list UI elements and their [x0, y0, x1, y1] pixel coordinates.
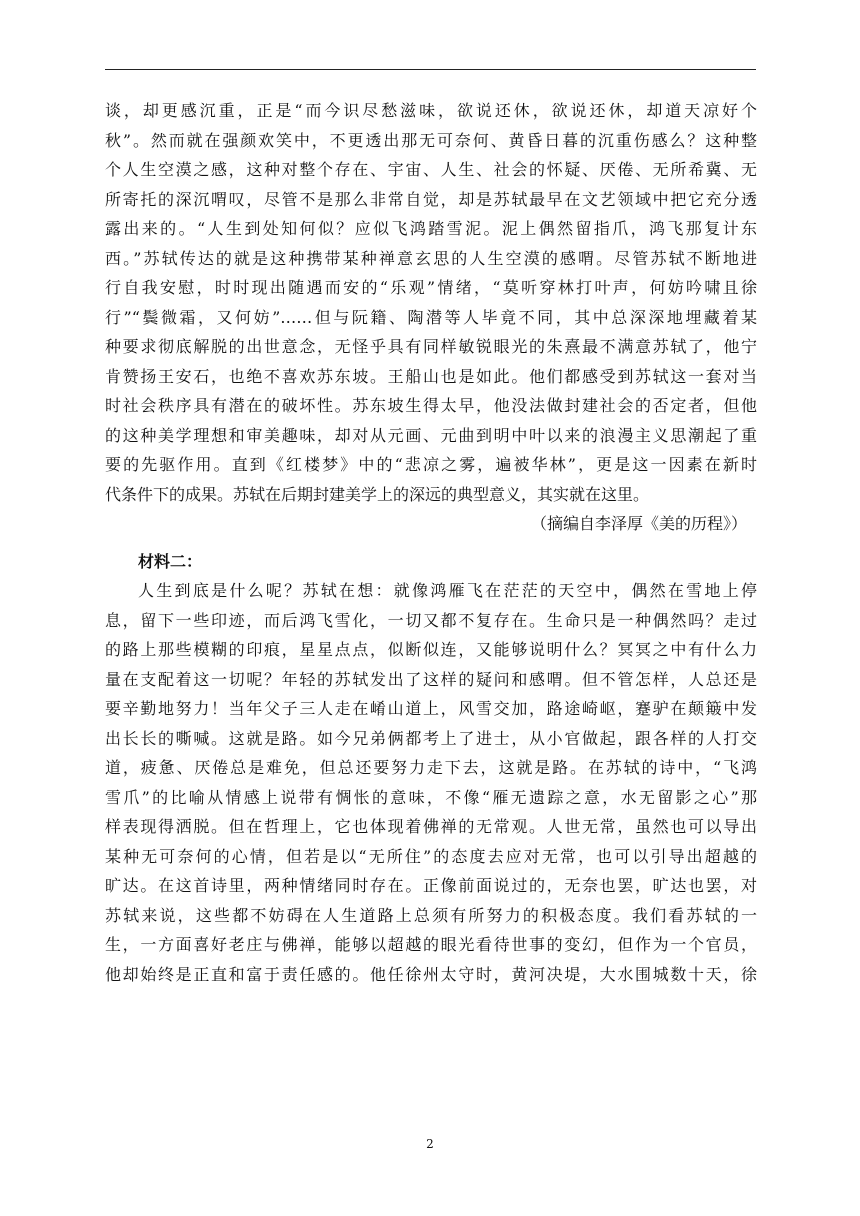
text-line: 样表现得洒脱。但在哲理上，它也体现着佛禅的无常观。人世无常，虽然也可以导出 — [105, 817, 757, 836]
source-citation: （摘编自李泽厚《美的历程》） — [530, 514, 747, 533]
page-number: 2 — [426, 1137, 434, 1151]
text-line: 道，疲惫、厌倦总是难免，但总还要努力走下去，这就是路。在苏轼的诗中，“飞鸿 — [105, 758, 757, 777]
text-line: 量在支配着这一切呢？年轻的苏轼发出了这样的疑问和感喟。但不管怎样，人总还是 — [105, 669, 757, 689]
text-line: 种要求彻底解脱的出世意念，无怪乎具有同样敏锐眼光的朱熹最不满意苏轼了，他宁 — [105, 337, 757, 356]
text-line: 苏轼来说，这些都不妨碍在人生道路上总须有所努力的积极态度。我们看苏轼的一 — [105, 905, 757, 925]
text-line: 时社会秩序具有潜在的破坏性。苏东坡生得太早，他没法做封建社会的否定者，但他 — [105, 396, 757, 415]
text-line: 肯赞扬王安石，也绝不喜欢苏东坡。王船山也是如此。他们都感受到苏轼这一套对当 — [105, 366, 757, 386]
text-line: 行”“鬓微霜，又何妨”……但与阮籍、陶潜等人毕竟不同，其中总深深地埋藏着某 — [105, 307, 757, 327]
text-line: 代条件下的成果。苏轼在后期封建美学上的深远的典型意义，其实就在这里。 — [105, 484, 650, 504]
text-line: 某种无可奈何的心情，但若是以“无所住”的态度去应对无常，也可以引导出超越的 — [105, 846, 757, 866]
text-line: 的路上那些模糊的印痕，星星点点，似断似连，又能够说明什么？冥冥之中有什么力 — [105, 640, 757, 659]
text-line: 露出来的。“人生到处知何似？应似飞鸿踏雪泥。泥上偶然留指爪，鸿飞那复计东 — [105, 219, 757, 238]
document-body — [105, 96, 757, 989]
text-line: 的这种美学理想和审美趣味，却对从元画、元曲到明中叶以来的浪漫主义思潮起了重 — [105, 425, 757, 445]
text-line: 人生到底是什么呢？苏轼在想：就像鸿雁飞在茫茫的天空中，偶然在雪地上停 — [138, 581, 757, 600]
text-line: 旷达。在这首诗里，两种情绪同时存在。正像前面说过的，无奈也罢，旷达也罢，对 — [105, 876, 757, 895]
text-line: 所寄托的深沉喟叹，尽管不是那么非常自觉，却是苏轼最早在文艺领域中把它充分透 — [105, 189, 757, 209]
text-line: 雪爪”的比喻从情感上说带有惆怅的意味，不像“雁无遗踪之意，水无留影之心”那 — [105, 787, 757, 807]
text-line: 西。”苏轼传达的就是这种携带某种禅意玄思的人生空漠的感喟。尽管苏轼不断地进 — [105, 248, 757, 268]
text-line: 个人生空漠之感，这种对整个存在、宇宙、人生、社会的怀疑、厌倦、无所希冀、无 — [105, 160, 757, 179]
text-line: 出长长的嘶喊。这就是路。如今兄弟俩都考上了进士，从小官做起，跟各样的人打交 — [105, 728, 757, 748]
text-line: 秋”。然而就在强颜欢笑中，不更透出那无可奈何、黄昏日暮的沉重伤感么？这种整 — [105, 130, 757, 150]
header-rule — [105, 69, 756, 70]
passage-two — [105, 576, 757, 989]
text-line: 行自我安慰，时时现出随遇而安的“乐观”情绪，“莫听穿林打叶声，何妨吟啸且徐 — [105, 278, 757, 297]
text-line: 生，一方面喜好老庄与佛禅，能够以超越的眼光看待世事的变幻，但作为一个官员， — [105, 935, 757, 954]
text-line: 息，留下一些印迹，而后鸿飞雪化，一切又都不复存在。生命只是一种偶然吗？走过 — [105, 610, 757, 630]
text-line: 他却始终是正直和富于责任感的。他任徐州太守时，黄河决堤，大水围城数十天，徐 — [105, 964, 757, 984]
material-two-heading: 材料二： — [138, 551, 203, 571]
text-line: 谈，却更感沉重，正是“而今识尽愁滋味，欲说还休，欲说还休，却道天凉好个 — [105, 101, 757, 120]
passage-one — [105, 96, 757, 539]
text-line: 要辛勤地努力！当年父子三人走在崤山道上，风雪交加，路途崎岖，蹇驴在颠簸中发 — [105, 699, 757, 718]
text-line: 要的先驱作用。直到《红楼梦》中的“悲凉之雾，遍被华林”，更是这一因素在新时 — [105, 455, 757, 474]
